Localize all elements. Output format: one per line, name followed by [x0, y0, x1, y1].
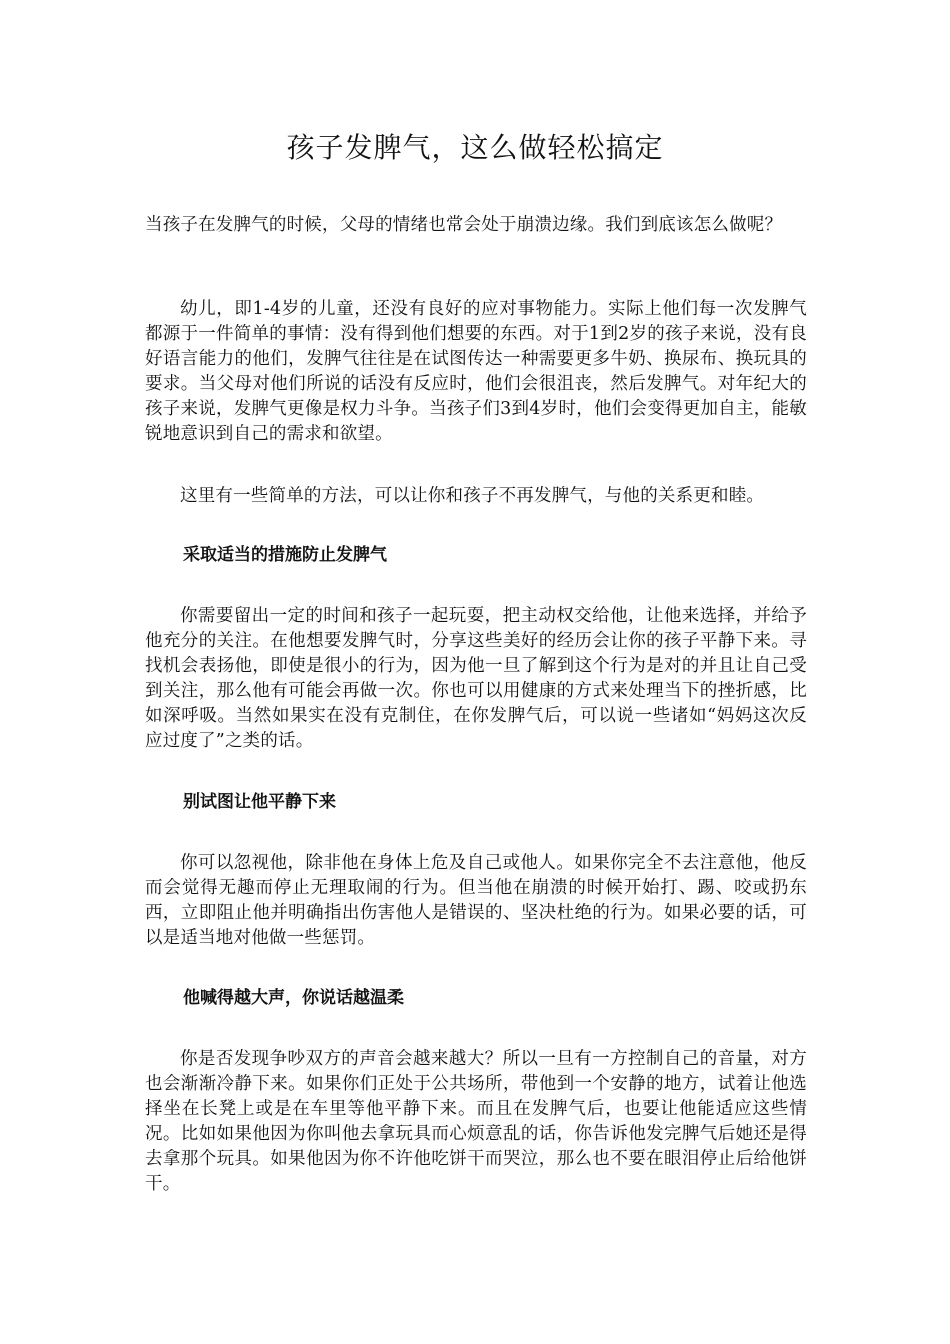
paragraph-toddler-behavior: 幼儿，即1-4岁的儿童，还没有良好的应对事物能力。实际上他们每一次发脾气都源于一件简单的事情：没有得到他们想要的东西。对于1到2岁的孩子来说，没有良好语言能力的他们，发脾气往往是在试图传达一种需要更多牛奶、换尿布、换玩具的要求。当父母对他们所说的话没有反应时，他们会很沮丧，然后发脾气。对年纪大的孩子来说，发脾气更像是权力斗争。当孩子们3到4岁时，他们会变得更加自主，能敏锐地意识到自己的需求和欲望。: [145, 299, 807, 444]
intro-paragraph: 当孩子在发脾气的时候，父母的情绪也常会处于崩溃边缘。我们到底该怎么做呢？: [145, 215, 783, 235]
section-body-prevent: 你需要留出一定的时间和孩子一起玩耍，把主动权交给他，让他来选择，并给予他充分的关注。在他想要发脾气时，分享这些美好的经历会让你的孩子平静下来。寻找机会表扬他，即使是很小的行为，因为他一旦了解到这个行为是对的并且让自己受到关注，那么他有可能会再做一次。你也可以用健康的方式来处理当下的挫折感，比如深呼吸。当然如果实在没有克制住，在你发脾气后，可以说一些诸如“妈妈这次反应过度了”之类的话。: [145, 606, 807, 751]
section-heading-prevent: 采取适当的措施防止发脾气: [183, 545, 387, 565]
paragraph-methods-intro: 这里有一些简单的方法，可以让你和孩子不再发脾气，与他的关系更和睦。: [180, 486, 765, 506]
section-body-speak-softly: 你是否发现争吵双方的声音会越来越大？所以一旦有一方控制自己的音量，对方也会渐渐冷静下来。如果你们正处于公共场所，带他到一个安静的地方，试着让他选择坐在长凳上或是在车里等他平静下来。而且在发脾气后，也要让他能适应这些情况。比如如果他因为你叫他去拿玩具而心烦意乱的话，你告诉他发完脾气后她还是得去拿那个玩具。如果他因为你不许他吃饼干而哭泣，那么也不要在眼泪停止后给他饼干。: [145, 1049, 807, 1194]
section-heading-dont-calm: 别试图让他平静下来: [183, 792, 336, 812]
section-body-dont-calm: 你可以忽视他，除非他在身体上危及自己或他人。如果你完全不去注意他，他反而会觉得无趣而停止无理取闹的行为。但当他在崩溃的时候开始打、踢、咬或扔东西，立即阻止他并明确指出伤害他人是错误的、坚决杜绝的行为。如果必要的话，可以是适当地对他做一些惩罚。: [145, 853, 807, 948]
article-title: 孩子发脾气，这么做轻松搞定: [286, 131, 664, 164]
section-heading-speak-softly: 他喊得越大声，你说话越温柔: [183, 988, 404, 1008]
